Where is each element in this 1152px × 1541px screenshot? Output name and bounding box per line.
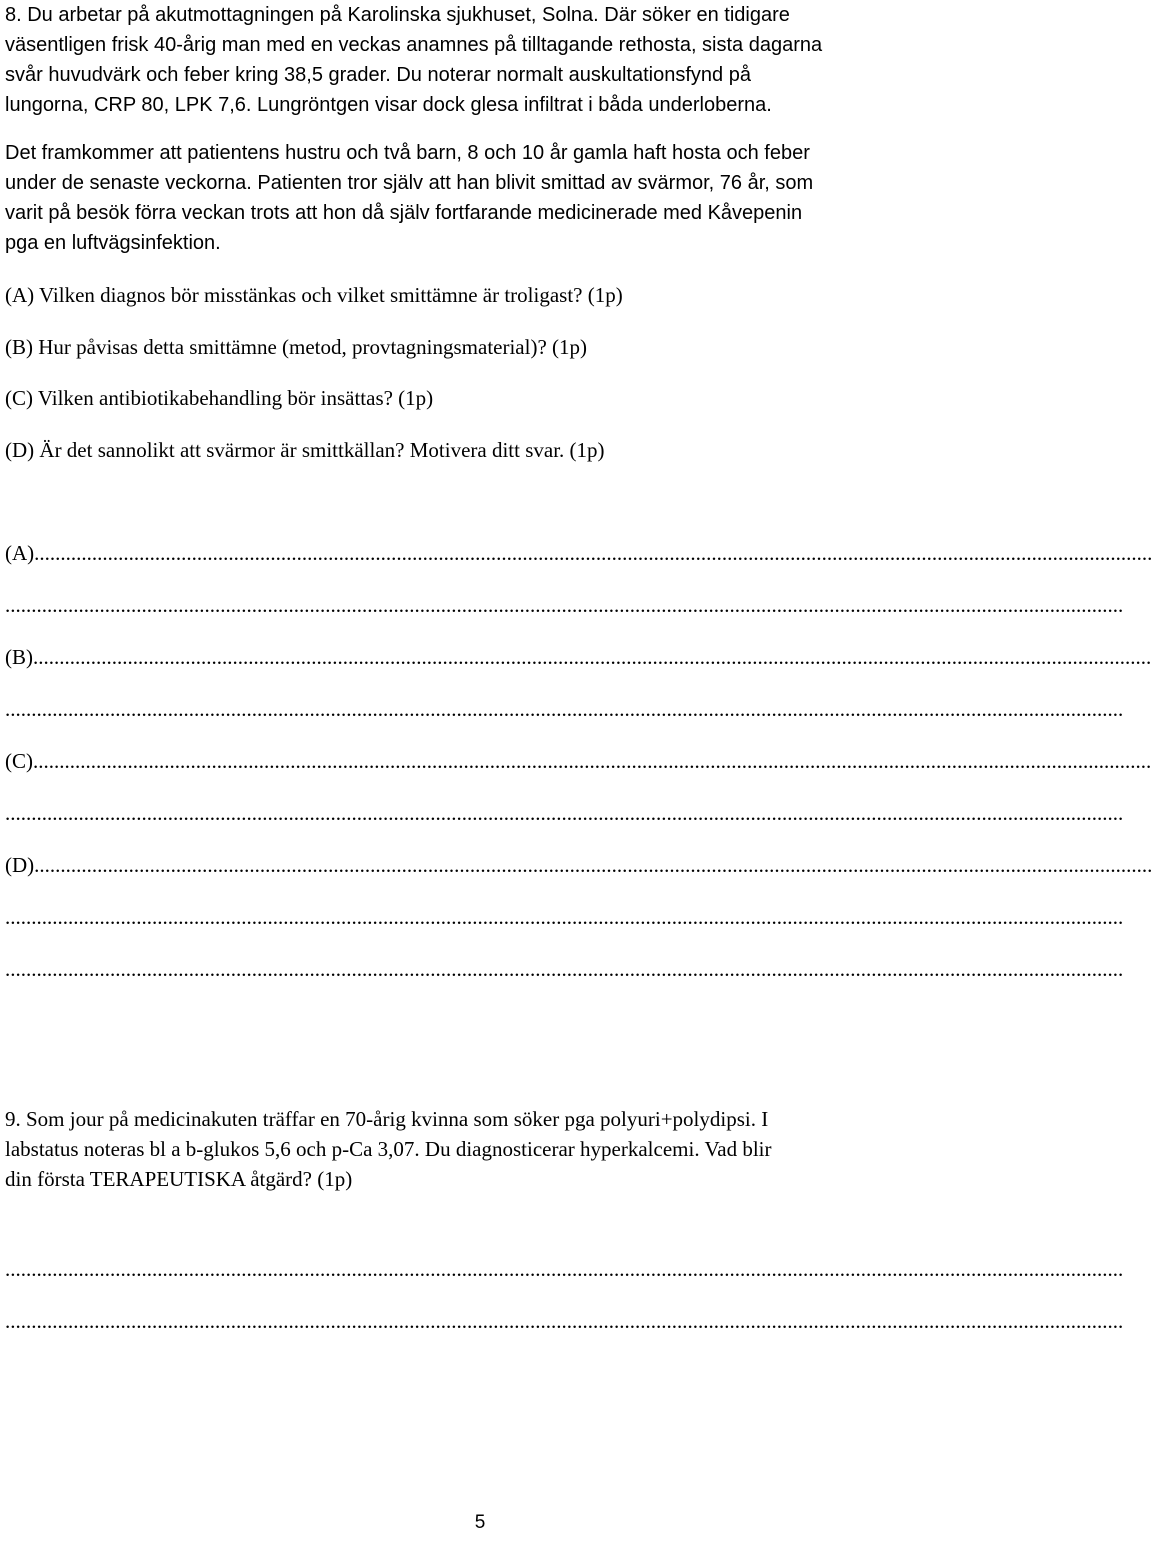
question-8d: (D) Är det sannolikt att svärmor är smittkällan? Motivera ditt svar. (1p) — [5, 438, 605, 462]
q8-context-line: varit på besök förra veckan trots att hon då själv fortfarande medicinerade med Kåvepenin — [5, 202, 803, 224]
q9-line: din första TERAPEUTISKA åtgärd? (1p) — [5, 1167, 353, 1191]
q8-context-line: under de senaste veckorna. Patienten tror själv att han blivit smittad av svärmor, 76 år, som — [5, 172, 814, 194]
dot-leader: ..................................................................................................................................................................................................................... — [34, 541, 1152, 565]
q8-intro-line: lungorna, CRP 80, LPK 7,6. Lungröntgen visar dock glesa infiltrat i båda underloberna. — [5, 94, 772, 116]
dot-leader: ..................................................................................................................................................................................................................... — [5, 1309, 1124, 1333]
answer-line-b[interactable] — [5, 642, 1152, 672]
answer-line-c[interactable] — [5, 746, 1152, 776]
dot-leader: ..................................................................................................................................................................................................................... — [5, 801, 1124, 825]
question-8-intro — [5, 0, 955, 120]
question-9 — [5, 1104, 955, 1194]
q9-line: 9. Som jour på medicinakuten träffar en 70-årig kvinna som söker pga polyuri+polydipsi. I — [5, 1107, 769, 1131]
dot-leader: ..................................................................................................................................................................................................................... — [5, 1257, 1124, 1281]
dot-leader: ..................................................................................................................................................................................................................... — [5, 593, 1124, 617]
q8-context-line: pga en luftvägsinfektion. — [5, 232, 221, 254]
answer-line-c-continued[interactable] — [5, 798, 1124, 828]
answer-line-q9[interactable] — [5, 1306, 1124, 1336]
dot-leader: ..................................................................................................................................................................................................................... — [33, 645, 1152, 669]
answer-line-d-continued[interactable] — [5, 902, 1124, 932]
dot-leader: ..................................................................................................................................................................................................................... — [5, 697, 1124, 721]
q9-line: labstatus noteras bl a b-glukos 5,6 och p-Ca 3,07. Du diagnosticerar hyperkalcemi. Vad blir — [5, 1137, 772, 1161]
answer-label-d: (D) — [5, 853, 35, 877]
question-8-context — [5, 138, 955, 258]
question-8c: (C) Vilken antibiotikabehandling bör insättas? (1p) — [5, 386, 434, 410]
answer-line-d[interactable] — [5, 850, 1152, 880]
question-8a: (A) Vilken diagnos bör misstänkas och vilket smittämne är troligast? (1p) — [5, 283, 623, 307]
answer-line-b-continued[interactable] — [5, 694, 1124, 724]
question-8b: (B) Hur påvisas detta smittämne (metod, provtagningsmaterial)? (1p) — [5, 335, 588, 359]
answer-line-q9[interactable] — [5, 1254, 1124, 1284]
answer-line-a[interactable] — [5, 538, 1152, 568]
answer-label-b: (B) — [5, 645, 33, 669]
q8-intro-line: 8. Du arbetar på akutmottagningen på Karolinska sjukhuset, Solna. Där söker en tidigare — [5, 4, 790, 26]
answer-line-d-continued[interactable] — [5, 954, 1124, 984]
page-number: 5 — [474, 1512, 486, 1533]
q8-intro-line: svår huvudvärk och feber kring 38,5 grader. Du noterar normalt auskultationsfynd på — [5, 64, 751, 86]
dot-leader: ..................................................................................................................................................................................................................... — [33, 749, 1152, 773]
dot-leader: ..................................................................................................................................................................................................................... — [5, 905, 1124, 929]
q8-intro-line: väsentligen frisk 40-årig man med en veckas anamnes på tilltagande rethosta, sista dagarna — [5, 34, 823, 56]
dot-leader: ..................................................................................................................................................................................................................... — [34, 853, 1152, 877]
dot-leader: ..................................................................................................................................................................................................................... — [5, 957, 1124, 981]
answer-label-c: (C) — [5, 749, 33, 773]
q8-context-line: Det framkommer att patientens hustru och två barn, 8 och 10 år gamla haft hosta och feber — [5, 142, 810, 164]
answer-line-a-continued[interactable] — [5, 590, 1124, 620]
answer-label-a: (A) — [5, 541, 35, 565]
